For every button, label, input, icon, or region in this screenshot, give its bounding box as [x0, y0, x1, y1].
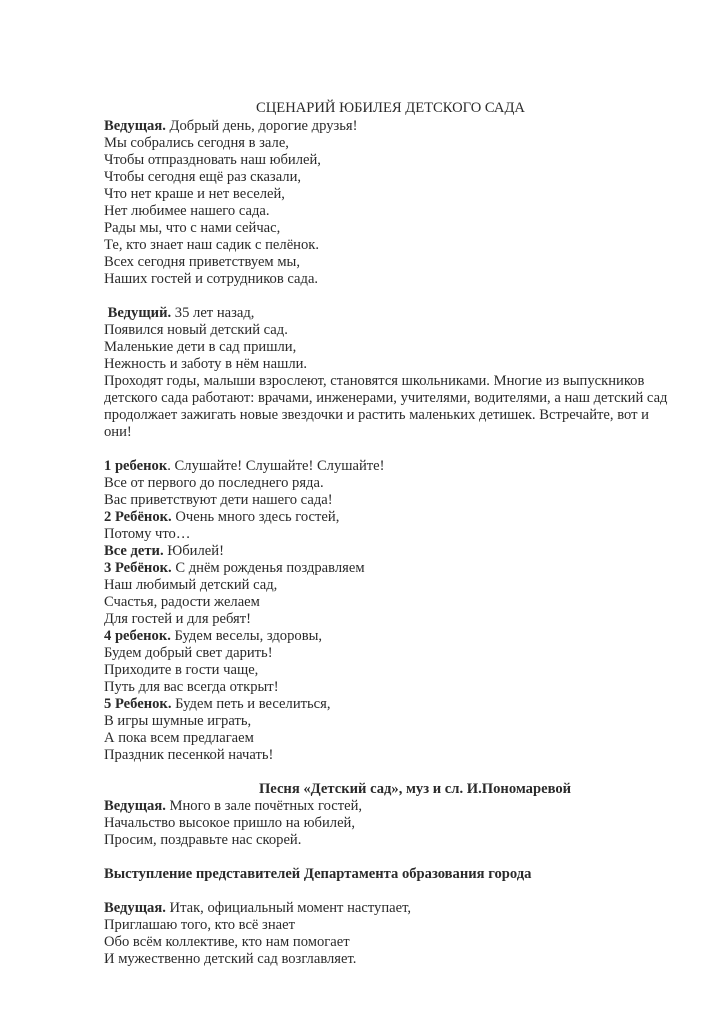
speaker-label: Ведущая.: [104, 900, 166, 916]
verse-line: Путь для вас всегда открыт!: [104, 679, 279, 695]
speaker-label: 4 ребенок.: [104, 628, 171, 644]
speech-first-line: [104, 305, 704, 322]
speech-first-line: [104, 509, 704, 526]
verse-line: Появился новый детский сад.: [104, 322, 288, 338]
verse-line: Те, кто знает наш садик с пелёнок.: [104, 237, 320, 253]
speaker-label: 2 Ребёнок.: [104, 509, 172, 525]
verse-line: Приходите в гости чаще,: [104, 662, 259, 678]
speech-first-line: [104, 696, 704, 713]
speech-text: Будем веселы, здоровы,: [170, 628, 323, 644]
speaker-label: Ведущая.: [104, 118, 166, 134]
verse-line: Просим, поздравьте нас скорей.: [104, 832, 302, 848]
verse-line: В игры шумные играть,: [104, 713, 252, 729]
speech-first-line: [104, 118, 704, 135]
speech-first-line: [104, 560, 704, 577]
verse-line: Наш любимый детский сад,: [104, 577, 278, 593]
speech-first-line: [104, 798, 704, 815]
verse-line: Нет любимее нашего сада.: [104, 203, 270, 219]
verse-line: Все от первого до последнего ряда.: [104, 475, 324, 491]
prose-line: продолжает зажигать новые звездочки и растить маленьких детишек. Встречайте, вот и: [104, 407, 649, 423]
song-heading: [126, 781, 704, 798]
verse-line: Чтобы отпраздновать наш юбилей,: [104, 152, 321, 168]
speech-first-line: [104, 543, 704, 560]
speech-text: Добрый день, дорогие друзья!: [165, 118, 358, 134]
speech-text: . Слушайте! Слушайте! Слушайте!: [167, 458, 385, 474]
speech-text: Итак, официальный момент наступает,: [165, 900, 412, 916]
verse-line: Вас приветствуют дети нашего сада!: [104, 492, 333, 508]
verse-line: Рады мы, что с нами сейчас,: [104, 220, 281, 236]
speech-first-line: [104, 628, 704, 645]
prose-line: Проходят годы, малыши взрослеют, становятся школьниками. Многие из выпускников: [104, 373, 645, 389]
speaker-label: Все дети.: [104, 543, 164, 559]
speech-first-line: [104, 900, 704, 917]
prose-line: они!: [104, 424, 132, 440]
speaker-label: 5 Ребенок.: [104, 696, 172, 712]
performance-heading: [104, 866, 704, 883]
prose-line: детского сада работают: врачами, инженерами, учителями, водителями, а наш детский сад: [104, 390, 668, 406]
speech-text: С днём рожденья поздравляем: [171, 560, 365, 576]
verse-line: Маленькие дети в сад пришли,: [104, 339, 297, 355]
verse-line: Наших гостей и сотрудников сада.: [104, 271, 319, 287]
verse-line: Потому что…: [104, 526, 191, 542]
verse-line: А пока всем предлагаем: [104, 730, 254, 746]
verse-line: И мужественно детский сад возглавляет.: [104, 951, 357, 967]
speech-text: Много в зале почётных гостей,: [165, 798, 363, 814]
speaker-label: 1 ребенок: [104, 458, 168, 474]
speaker-label: 3 Ребёнок.: [104, 560, 172, 576]
verse-line: Что нет краше и нет веселей,: [104, 186, 285, 202]
verse-line: Начальство высокое пришло на юбилей,: [104, 815, 356, 831]
verse-line: Обо всём коллективе, кто нам помогает: [104, 934, 350, 950]
verse-line: Нежность и заботу в нём нашли.: [104, 356, 308, 372]
verse-line: Счастья, радости желаем: [104, 594, 260, 610]
speech-text: 35 лет назад,: [171, 305, 255, 321]
verse-line: Для гостей и для ребят!: [104, 611, 251, 627]
verse-line: Всех сегодня приветствуем мы,: [104, 254, 301, 270]
speaker-label: Ведущий.: [107, 305, 172, 321]
verse-line: Праздник песенкой начать!: [104, 747, 274, 763]
verse-line: Чтобы сегодня ещё раз сказали,: [104, 169, 302, 185]
song-title: Песня «Детский сад», муз и сл. И.Пономаревой: [258, 781, 572, 797]
speech-first-line: [104, 458, 704, 475]
speaker-label: Ведущая.: [104, 798, 166, 814]
verse-line: Мы собрались сегодня в зале,: [104, 135, 289, 151]
verse-line: Приглашаю того, кто всё знает: [104, 917, 295, 933]
speech-text: Юбилей!: [163, 543, 224, 559]
document-body: [104, 118, 704, 968]
performance-title: Выступление представителей Департамента образования города: [104, 866, 532, 882]
verse-line: Будем добрый свет дарить!: [104, 645, 273, 661]
speech-text: Очень много здесь гостей,: [171, 509, 340, 525]
document-title: СЦЕНАРИЙ ЮБИЛЕЯ ДЕТСКОГО САДА: [256, 100, 525, 116]
speech-text: Будем петь и веселиться,: [171, 696, 331, 712]
